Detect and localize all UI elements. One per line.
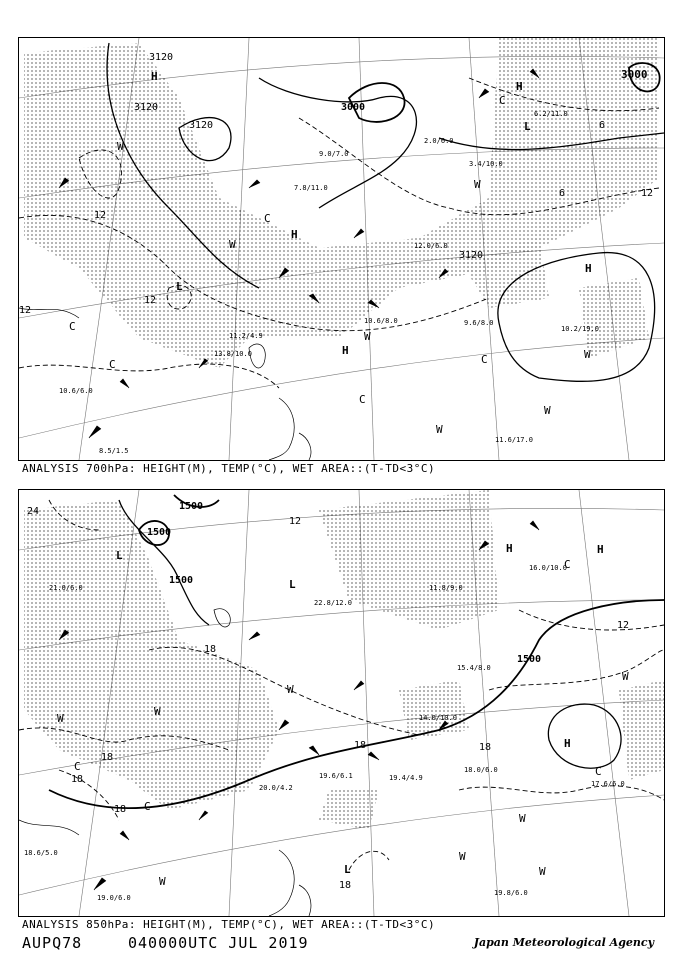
station-ob: 21.0/6.0 bbox=[49, 584, 83, 592]
map-700hpa-canvas bbox=[19, 38, 664, 460]
high-center: H bbox=[151, 70, 158, 83]
station-ob: 13.8/10.0 bbox=[214, 350, 252, 358]
warm-center: W bbox=[229, 238, 236, 251]
agency-name: Japan Meteorological Agency bbox=[473, 936, 654, 949]
warm-center: W bbox=[474, 178, 481, 191]
warm-center: W bbox=[584, 348, 591, 361]
warm-center: W bbox=[519, 812, 526, 825]
station-ob: 19.6/6.1 bbox=[319, 772, 353, 780]
warm-center: W bbox=[159, 875, 166, 888]
map-850hpa-canvas bbox=[19, 490, 664, 916]
isotherm-label: 18 bbox=[479, 742, 492, 753]
isotherm-label: 18 bbox=[71, 774, 84, 785]
warm-center: W bbox=[364, 330, 371, 343]
warm-center: W bbox=[436, 423, 443, 436]
cold-center: C bbox=[69, 320, 76, 333]
contour-label: 3000 bbox=[621, 68, 648, 81]
station-ob: 10.6/6.0 bbox=[59, 387, 93, 395]
cold-center: C bbox=[109, 358, 116, 371]
station-ob: 12.0/6.0 bbox=[414, 242, 448, 250]
contour-label: 3120 bbox=[189, 120, 214, 131]
warm-center: W bbox=[117, 140, 124, 153]
station-ob: 15.4/8.0 bbox=[457, 664, 491, 672]
isotherm-label: 6 bbox=[559, 188, 566, 199]
high-center: H bbox=[564, 737, 571, 750]
station-ob: 7.8/11.0 bbox=[294, 184, 328, 192]
caption-850hpa: ANALYSIS 850hPa: HEIGHT(M), TEMP(°C), WET AREA::(T-TD<3°C) bbox=[22, 918, 436, 931]
station-ob: 10.6/8.0 bbox=[364, 317, 398, 325]
isotherm-label: 12 bbox=[144, 295, 157, 306]
station-ob: 8.5/1.5 bbox=[99, 447, 129, 455]
isotherm-label: 18 bbox=[101, 752, 114, 763]
cold-center: C bbox=[359, 393, 366, 406]
station-ob: 19.0/6.0 bbox=[97, 894, 131, 902]
analysis-time: 040000UTC JUL 2019 bbox=[128, 934, 309, 952]
map-700hpa bbox=[18, 37, 665, 461]
isotherm-label: 24 bbox=[27, 506, 40, 517]
warm-center: W bbox=[622, 670, 629, 683]
station-ob: 19.8/6.0 bbox=[494, 889, 528, 897]
high-center: H bbox=[585, 262, 592, 275]
isotherm-label: 12 bbox=[289, 516, 302, 527]
contour-label: 3000 bbox=[341, 102, 366, 113]
station-ob: 14.0/10.0 bbox=[419, 714, 457, 722]
station-ob: 3.4/10.0 bbox=[469, 160, 503, 168]
isotherm-label: 12 bbox=[94, 210, 107, 221]
isotherm-label: 18 bbox=[339, 880, 352, 891]
cold-center: C bbox=[74, 760, 81, 773]
station-ob: 9.0/7.0 bbox=[319, 150, 349, 158]
isotherm-label: 18 bbox=[204, 644, 217, 655]
contour-label: 1500 bbox=[179, 501, 204, 512]
high-center: H bbox=[342, 344, 349, 357]
cold-center: C bbox=[564, 558, 571, 571]
low-center: L bbox=[116, 549, 123, 562]
station-ob: 20.0/4.2 bbox=[259, 784, 293, 792]
cold-center: C bbox=[499, 94, 506, 107]
warm-center: W bbox=[539, 865, 546, 878]
caption-700hpa: ANALYSIS 700hPa: HEIGHT(M), TEMP(°C), WET AREA::(T-TD<3°C) bbox=[22, 462, 436, 475]
contour-label: 3120 bbox=[134, 102, 159, 113]
station-ob: 11.6/17.0 bbox=[495, 436, 533, 444]
cold-center: C bbox=[481, 353, 488, 366]
station-ob: 11.2/4.9 bbox=[229, 332, 263, 340]
high-center: H bbox=[506, 542, 513, 555]
station-ob: 10.2/19.0 bbox=[561, 325, 599, 333]
station-ob: 19.4/4.9 bbox=[389, 774, 423, 782]
isotherm-label: 6 bbox=[599, 120, 606, 131]
cold-center: C bbox=[144, 800, 151, 813]
station-ob: 17.6/6.0 bbox=[591, 780, 625, 788]
warm-center: W bbox=[544, 404, 551, 417]
station-ob: 18.6/5.0 bbox=[24, 849, 58, 857]
station-ob: 22.8/12.0 bbox=[314, 599, 352, 607]
station-ob: 18.0/6.0 bbox=[464, 766, 498, 774]
low-center: L bbox=[524, 120, 531, 133]
warm-center: W bbox=[57, 712, 64, 725]
isotherm-label: 18 bbox=[354, 740, 367, 751]
contour-label: 1500 bbox=[517, 654, 542, 665]
bulletin-code: AUPQ78 bbox=[22, 934, 83, 952]
contour-label: 3120 bbox=[459, 250, 484, 261]
station-ob: 16.0/10.0 bbox=[529, 564, 567, 572]
high-center: H bbox=[597, 543, 604, 556]
low-center: L bbox=[176, 280, 183, 293]
contour-label: 1500 bbox=[169, 575, 194, 586]
station-ob: 9.6/8.0 bbox=[464, 319, 494, 327]
isotherm-label: 12 bbox=[617, 620, 630, 631]
high-center: H bbox=[291, 228, 298, 241]
cold-center: C bbox=[595, 765, 602, 778]
wet-area bbox=[24, 38, 659, 368]
warm-center: W bbox=[287, 683, 294, 696]
low-center: L bbox=[344, 863, 351, 876]
isotherm-label: 12 bbox=[19, 305, 32, 316]
high-center: H bbox=[516, 80, 523, 93]
station-ob: 2.0/6.0 bbox=[424, 137, 454, 145]
low-center: L bbox=[289, 578, 296, 591]
warm-center: W bbox=[459, 850, 466, 863]
map-850hpa bbox=[18, 489, 665, 917]
contour-label: 3120 bbox=[149, 52, 174, 63]
contour-label: 1500 bbox=[147, 527, 172, 538]
station-ob: 6.2/11.0 bbox=[534, 110, 568, 118]
isotherm-label: 18 bbox=[114, 804, 127, 815]
cold-center: C bbox=[264, 212, 271, 225]
isotherm-label: 12 bbox=[641, 188, 654, 199]
warm-center: W bbox=[154, 705, 161, 718]
station-ob: 11.8/9.0 bbox=[429, 584, 463, 592]
